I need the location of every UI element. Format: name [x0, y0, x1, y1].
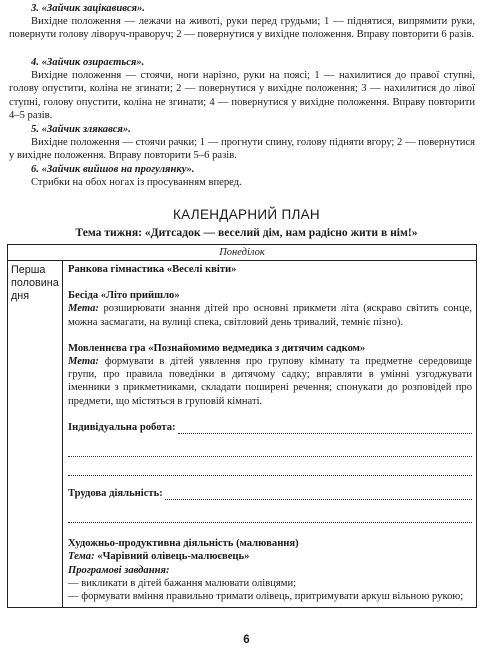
exercise-text: Стрибки на обох ногах із просуванням вперед. — [31, 177, 242, 189]
exercise-text: Вихідне положення — стоячи, ноги нарізно, руки на поясі; 1 — нахилитися до правої ступні, голову опустити, коліна не згинати; 2 — повернутися у вихідне положення; 3 — нахилитися до лівої ступні, голову опустити, коліна не згинати; 4 — повернутися у вихідне положення. Вправу повторити 4–5 разів. — [9, 70, 475, 121]
calendar-plan-title: КАЛЕНДАРНИЙ ПЛАН — [173, 207, 320, 222]
period-cell: Перша половина дня — [11, 264, 59, 303]
speech-game-title: Мовленнєва гра «Познайомимо ведмедика з дитячим садком» — [68, 342, 366, 354]
exercise-title: 6. «Зайчик вийшов на прогулянку». — [31, 164, 195, 175]
labor-line — [68, 487, 472, 500]
column-divider — [62, 261, 63, 608]
individual-work-label: Індивідуальна робота: — [68, 421, 176, 433]
talk-goal — [68, 302, 472, 328]
exercise-6 — [9, 163, 475, 189]
exercise-5 — [9, 123, 475, 163]
goal-label: Мета: — [68, 356, 99, 368]
talk-title: Бесіда «Літо прийшло» — [68, 290, 180, 302]
dotted-fill — [165, 489, 472, 500]
week-theme: Тема тижня: «Дитсадок — веселий дім, нам радісно жити в нім!» — [75, 226, 418, 239]
exercise-3 — [9, 2, 475, 42]
activities-cell — [68, 263, 472, 603]
goal-label: Мета: — [68, 303, 99, 315]
morning-gymnastics: Ранкова гімнастика «Веселі квіти» — [68, 264, 237, 275]
exercise-text: Вихідне положення — лежачи на животі, руки перед грудьми; 1 — піднятися, випрямити руки, повернути голову ліворуч-праворуч; 2 — повернутися у вихідне положення. Вправу повторити 6 разів. — [9, 16, 475, 41]
goal-text: розширювати знання дітей про основні прикмети літа (яскраво світить сонце, можна засмагати, на вулиці спека, світловий день тривалий, темніє пізно). — [68, 303, 472, 328]
program-tasks-label: Програмові завдання: — [68, 564, 170, 576]
exercise-title: 5. «Зайчик злякався». — [31, 124, 131, 135]
exercise-title: 3. «Зайчик зацікавився». — [31, 3, 145, 14]
labor-label: Трудова діяльність: — [68, 488, 163, 500]
program-task: — викликати в дітей бажання малювати олівцями; — [68, 577, 297, 589]
exercise-title: 4. «Зайчик озирається». — [31, 57, 145, 68]
calendar-table — [7, 244, 477, 608]
art-activity-title: Художньо-продуктивна діяльність (малювання) — [68, 538, 299, 550]
speech-game-goal — [68, 355, 472, 408]
page-number: 6 — [243, 634, 250, 646]
individual-work-line — [68, 421, 472, 434]
dotted-fill — [178, 423, 472, 434]
goal-text: формувати в дітей уявлення про групову кімнату та предметне середовище групи, про правила поведінки в дитячому садку; вправляти в умінні узгоджувати іменники з прикметниками, складати поширені речення; спонукати до розповідей про предмети, що містяться в груповій кімнаті. — [68, 356, 472, 407]
exercise-4 — [9, 56, 475, 122]
art-theme — [68, 550, 472, 563]
theme-label: Тема: — [68, 551, 95, 563]
program-task: — формувати вміння правильно тримати олівець, притримувати аркуш вільною рукою; — [68, 591, 464, 603]
day-header: Понеділок — [8, 245, 476, 261]
theme-text: «Чарівний олівець-малюєвець» — [97, 551, 250, 563]
exercise-text: Вихідне положення — стоячи рачки; 1 — прогнути спину, голову підняти вгору; 2 — повернутися у вихідне положення. Вправу повторити 5–6 разів. — [9, 137, 475, 162]
